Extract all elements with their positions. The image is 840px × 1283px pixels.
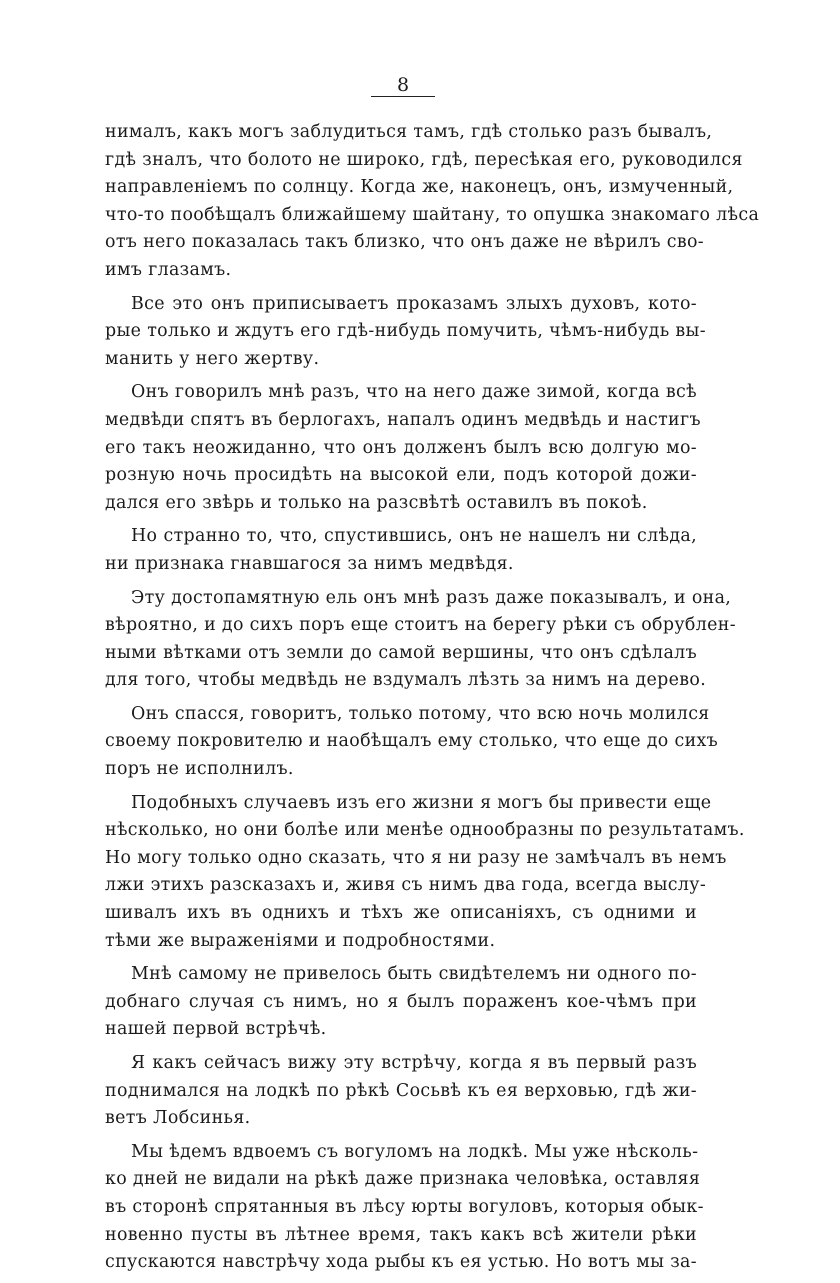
text-line: поръ не исполнилъ. bbox=[105, 759, 294, 780]
text-line: въ сторонѣ спрятанныя въ лѣсу юрты вогуловъ, которыя обык- bbox=[105, 1196, 704, 1217]
text-line: вѣроятно, и до сихъ поръ еще стоитъ на берегу рѣки съ обрублен- bbox=[105, 615, 736, 636]
paragraph bbox=[105, 379, 701, 517]
paragraph bbox=[105, 291, 706, 374]
text-line: шивалъ ихъ въ однихъ и тѣхъ же описаніяхъ, съ одними и bbox=[105, 903, 697, 924]
text-line: отъ него показалась такъ близко, что онъ даже не вѣрилъ сво- bbox=[105, 232, 705, 253]
text-line: Но странно то, что, спустившись, онъ не нашелъ ни слѣда, bbox=[131, 526, 697, 547]
text-line: добнаго случая съ нимъ, но я былъ пораженъ кое-чѣмъ при bbox=[105, 991, 697, 1012]
paragraph bbox=[105, 585, 736, 695]
text-line: манить у него жертву. bbox=[105, 348, 320, 369]
text-line: нашей первой встрѣчѣ. bbox=[105, 1019, 327, 1040]
text-line: поднимался на лодкѣ по рѣкѣ Сосьвѣ къ ея верховью, гдѣ жи- bbox=[105, 1080, 697, 1101]
paragraph bbox=[105, 961, 697, 1044]
text-line: спускаются навстрѣчу хода рыбы къ ея устью. Но вотъ мы за- bbox=[105, 1252, 697, 1273]
text-line: Все это онъ приписываетъ проказамъ злыхъ духовъ, кото- bbox=[131, 293, 697, 314]
paragraph bbox=[105, 1050, 697, 1133]
text-line: новенно пусты въ лѣтнее время, такъ какъ всѣ жители рѣки bbox=[105, 1224, 697, 1245]
text-line: что-то пообѣщалъ ближайшему шайтану, то опушка знакомаго лѣса bbox=[105, 204, 760, 225]
page-number: 8 bbox=[371, 74, 435, 97]
text-line: рые только и ждутъ его гдѣ-нибудь помучить, чѣмъ-нибудь вы- bbox=[105, 321, 706, 342]
paragraph bbox=[105, 119, 760, 285]
text-line: Но могу только одно сказать, что я ни разу не замѣчалъ въ немъ bbox=[105, 847, 727, 868]
text-line: ни признака гнавшагося за нимъ медвѣдя. bbox=[105, 553, 514, 574]
text-line: гдѣ зналъ, что болото не широко, гдѣ, пересѣкая его, руководился bbox=[105, 149, 743, 170]
page-header bbox=[0, 74, 840, 97]
text-line: нѣсколько, но они болѣе или менѣе однообразны по результатамъ. bbox=[105, 820, 745, 841]
text-line: розную ночь просидѣть на высокой ели, подъ которой дожи- bbox=[105, 465, 697, 486]
text-line: тѣми же выраженіями и подробностями. bbox=[105, 930, 496, 951]
paragraph bbox=[105, 1139, 704, 1277]
body-text bbox=[105, 119, 760, 1283]
text-line: Я какъ сейчасъ вижу эту встрѣчу, когда я въ первый разъ bbox=[131, 1053, 697, 1073]
text-line: дался его звѣрь и только на разсвѣтѣ оставилъ въ покоѣ. bbox=[105, 492, 648, 513]
paragraph bbox=[105, 790, 745, 956]
paragraph bbox=[105, 701, 719, 784]
text-line: для того, чтобы медвѣдь не вздумалъ лѣзть за нимъ на дерево. bbox=[105, 670, 707, 691]
text-line: его такъ неожиданно, что онъ долженъ былъ всю долгую мо- bbox=[105, 437, 697, 458]
text-line: Эту достопамятную ель онъ мнѣ разъ даже показывалъ, и она, bbox=[131, 587, 732, 608]
text-line: Подобныхъ случаевъ изъ его жизни я могъ бы привести еще bbox=[131, 792, 712, 813]
paragraph bbox=[105, 523, 697, 578]
text-line: Онъ спасся, говоритъ, только потому, что всю ночь молился bbox=[131, 703, 710, 724]
text-line: Мнѣ самому не привелось быть свидѣтелемъ ни одного по- bbox=[131, 964, 697, 985]
text-line: нималъ, какъ могъ заблудиться тамъ, гдѣ столько разъ бывалъ, bbox=[105, 122, 713, 142]
text-line: направленіемъ по солнцу. Когда же, наконецъ, онъ, измученный, bbox=[105, 177, 734, 198]
text-line: своему покровителю и наобѣщалъ ему столько, что еще до сихъ bbox=[105, 731, 719, 752]
text-line: ными вѣтками отъ земли до самой вершины, что онъ сдѣлалъ bbox=[105, 642, 697, 663]
text-line: лжи этихъ разсказахъ и, живя съ нимъ два года, всегда выслу- bbox=[105, 875, 707, 896]
text-line: Онъ говорилъ мнѣ разъ, что на него даже зимой, когда всѣ bbox=[131, 382, 697, 403]
text-line: имъ глазамъ. bbox=[105, 259, 232, 280]
text-line: медвѣди спятъ въ берлогахъ, напалъ одинъ медвѣдь и настигъ bbox=[105, 409, 701, 430]
text-line: ветъ Лобсинья. bbox=[105, 1108, 251, 1129]
text-line: Мы ѣдемъ вдвоемъ съ вогуломъ на лодкѣ. Мы уже нѣсколь- bbox=[131, 1141, 699, 1162]
text-line: ко дней не видали на рѣкѣ даже признака человѣка, оставляя bbox=[105, 1169, 701, 1190]
